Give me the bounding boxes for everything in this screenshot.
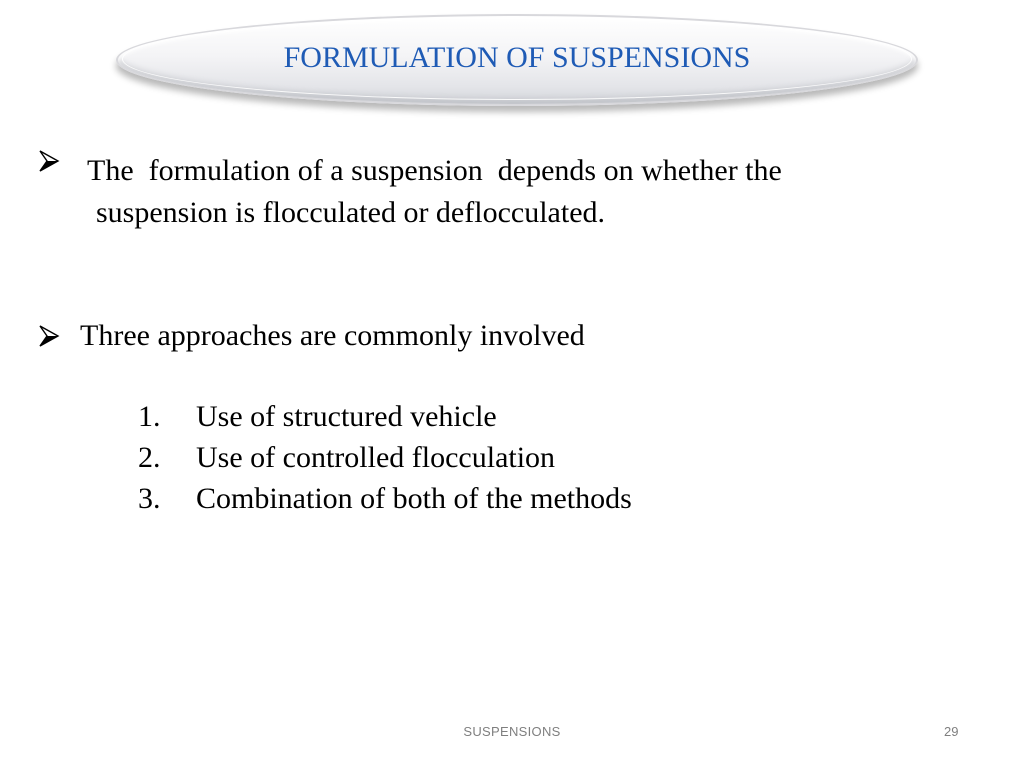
bullet-1-line-2: suspension is flocculated or deflocculated. bbox=[96, 196, 606, 229]
bullet-1-line-1: The formulation of a suspension depends on whether the bbox=[87, 154, 782, 187]
slide-title: FORMULATION OF SUSPENSIONS bbox=[283, 41, 751, 74]
list-item-number: 3. bbox=[138, 482, 161, 515]
title-banner bbox=[116, 14, 918, 106]
bullet-2-line-1: Three approaches are commonly involved bbox=[80, 319, 585, 352]
list-item-number: 1. bbox=[138, 400, 161, 433]
list-item-text: Use of structured vehicle bbox=[196, 400, 497, 433]
arrow-bullet-icon bbox=[38, 150, 60, 172]
list-item-text: Combination of both of the methods bbox=[196, 482, 632, 515]
list-item-number: 2. bbox=[138, 441, 161, 474]
footer-label: SUSPENSIONS bbox=[463, 724, 561, 739]
list-item bbox=[138, 396, 632, 437]
page-number: 29 bbox=[944, 724, 959, 739]
list-item bbox=[138, 437, 632, 478]
arrow-bullet-icon bbox=[38, 325, 60, 347]
numbered-list bbox=[138, 396, 632, 519]
list-item-text: Use of controlled flocculation bbox=[196, 441, 556, 474]
list-item bbox=[138, 478, 632, 519]
